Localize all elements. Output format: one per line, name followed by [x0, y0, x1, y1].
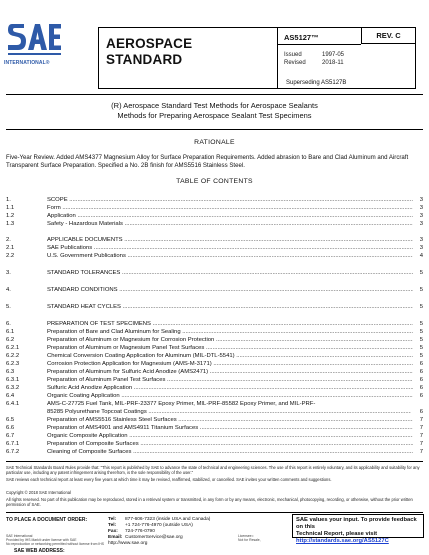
toc-entry[interactable]: 6.1 Preparation of Bare and Clad Aluminum for Sealing ..... 5 — [6, 328, 423, 336]
toc-entry[interactable]: 6.5 Preparation of AMS5516 Stainless Steel Surfaces ..... 7 — [6, 416, 423, 424]
phone-intl[interactable]: +1 724-776-4970 (outside USA) — [125, 522, 193, 528]
toc-entry[interactable]: 1. SCOPE ..... 3 — [6, 196, 423, 204]
toc-entry[interactable]: 6.4.1 AMS-C-27725 Fuel Tank, MIL-PRF-23377 Epoxy Primer, MIL-PRF-85582 Epoxy Primer, and MIL-PRF- 85285 Polyurethane Topcoat Coatings ..... 6 — [6, 400, 423, 416]
toc-entry[interactable]: 1.3 Safety - Hazardous Materials ..... 3 — [6, 220, 423, 228]
order-label: TO PLACE A DOCUMENT ORDER: — [6, 517, 88, 523]
toc-entry[interactable]: 6.3.2 Sulfuric Acid Anodize Application ..... 6 — [6, 384, 423, 392]
toc-entry[interactable]: 2.2 U.S. Government Publications ..... 4 — [6, 252, 423, 260]
licensee-note: Licensee= Not for Resale, — [238, 534, 261, 542]
sae-logo-icon — [6, 20, 62, 60]
license-note: SAE International Provided by IHS Markit under license with SAE No reproduction or networking permitted without license from IHS — [6, 534, 104, 546]
footer-review-note: SAE reviews each technical report at least every five years at which time it may be revised, reaffirmed, stabilized, or cancelled. SAE invites your written comments and suggestions. — [6, 477, 332, 482]
toc-entry[interactable]: 6.2 Preparation of Aluminum or Magnesium for Corrosion Protection ..... 5 — [6, 336, 423, 344]
footer-rules-note: SAE Technical Standards Board Rules provide that: "This report is published by SAE to advance the state of technical and engineering sciences. The use of this report is entirely voluntary, and its applicability and suitability for any particular use, including any patent infringement arising therefrom, is the sole responsibility of the user." — [6, 465, 420, 476]
toc-entry[interactable]: 6.4 Organic Coating Application ..... 6 — [6, 392, 423, 400]
email-link[interactable]: CustomerService@sae.org — [125, 534, 183, 540]
divider — [6, 94, 423, 95]
phone-usa[interactable]: 877-606-7323 (inside USA and Canada) — [125, 517, 211, 522]
feedback-box: SAE values your input. To provide feedback on this Technical Report, please visit http://standards.sae.org/AS5127C — [292, 514, 424, 538]
feedback-link[interactable]: http://standards.sae.org/AS5127C — [296, 538, 389, 544]
toc-heading: TABLE OF CONTENTS — [176, 178, 253, 185]
rationale-heading: RATIONALE — [194, 139, 235, 146]
toc-entry[interactable]: 6.7.2 Cleaning of Composite Surfaces ..... 7 — [6, 448, 423, 456]
toc-entry[interactable]: 6. PREPARATION OF TEST SPECIMENS ..... 5 — [6, 320, 423, 328]
revision-badge: REV. C — [361, 28, 415, 44]
document-title: (R) Aerospace Standard Test Methods for Aerospace Sealants Methods for Preparing Aerospace Sealant Test Specimens — [111, 101, 318, 120]
toc-entry[interactable]: 6.2.2 Chemical Conversion Coating Application for Aluminum (MIL-DTL-5541) ..... 5 — [6, 352, 423, 360]
toc-entry[interactable]: 1.1 Form ..... 3 — [6, 204, 423, 212]
revised-value: 2018-11 — [322, 60, 344, 66]
header-meta-cell — [278, 28, 361, 88]
toc-entry[interactable]: 2.1 SAE Publications ..... 3 — [6, 244, 423, 252]
toc-entry[interactable]: 6.6 Preparation of AMS4901 and AMS4911 Titanium Surfaces ..... 7 — [6, 424, 423, 432]
document-type-title: AEROSPACE STANDARD — [106, 36, 193, 67]
issued-label: Issued — [284, 52, 302, 58]
header-divider — [278, 44, 361, 45]
web-address-label: SAE WEB ADDRESS: — [14, 548, 65, 554]
toc-entry[interactable]: 5. STANDARD HEAT CYCLES ..... 5 — [6, 303, 423, 311]
fax-number: 724-776-0790 — [125, 528, 155, 534]
issued-value: 1997-05 — [322, 52, 345, 58]
toc-entry[interactable]: 6.7 Organic Composite Application ..... 7 — [6, 432, 423, 440]
toc-entry[interactable]: 1.2 Application ..... 3 — [6, 212, 423, 220]
rationale-text: Five-Year Review. Added AMS4377 Magnesium Alloy for Surface Preparation Requirements. Added abrasion to Bare and Clad Aluminum and Aircraft Transparent Surface Preparation. Specified a No. 2B finish for AMS5516 Stainless Steel. — [6, 154, 409, 169]
superseding-note: Superseding AS5127B — [286, 80, 347, 86]
footer-divider — [6, 512, 423, 513]
toc-entry[interactable]: 2. APPLICABLE DOCUMENTS ..... 3 — [6, 236, 423, 244]
footer-rights: All rights reserved. No part of this publication may be reproduced, stored in a retrieval system or transmitted, in any form or by any means, electronic, mechanical, photocopying, recording, or otherwise, without the prior written permission of SAE. — [6, 497, 413, 508]
header-title-cell — [99, 28, 278, 88]
toc-entry[interactable]: 3. STANDARD TOLERANCES ..... 5 — [6, 269, 423, 277]
toc-entry[interactable]: 6.2.1 Preparation of Aluminum or Magnesium Panel Test Surfaces ..... 5 — [6, 344, 423, 352]
toc-entry[interactable]: 6.2.3 Corrosion Protection Application for Magnesium (AMS-M-3171) ..... 6 — [6, 360, 423, 368]
logo-subtitle: INTERNATIONAL® — [4, 60, 50, 66]
toc-entry[interactable]: 6.7.1 Preparation of Composite Surfaces ..... 7 — [6, 440, 423, 448]
divider — [6, 129, 423, 130]
toc-entry[interactable]: 6.3.1 Preparation of Aluminum Panel Test Surfaces ..... 6 — [6, 376, 423, 384]
toc-entry[interactable]: 4. STANDARD CONDITIONS ..... 5 — [6, 286, 423, 294]
revised-label: Revised — [284, 60, 306, 66]
header-box — [98, 27, 416, 89]
footer-copyright: Copyright © 2018 SAE International — [6, 490, 71, 495]
toc-entry[interactable]: 6.3 Preparation of Aluminum for Sulfuric Acid Anodize (AMS2471) ..... 6 — [6, 368, 423, 376]
document-number: AS5127™ — [284, 33, 319, 42]
order-contact-info: Tel: 877-606-7323 (inside USA and Canada) Tel: +1 724-776-4970 (outside USA) Fax: 724-776-0790 Email: CustomerService@sae.org http://www.sae.org — [108, 517, 211, 546]
web-link[interactable]: http://www.sae.org — [108, 540, 148, 546]
footer-divider — [6, 461, 423, 462]
